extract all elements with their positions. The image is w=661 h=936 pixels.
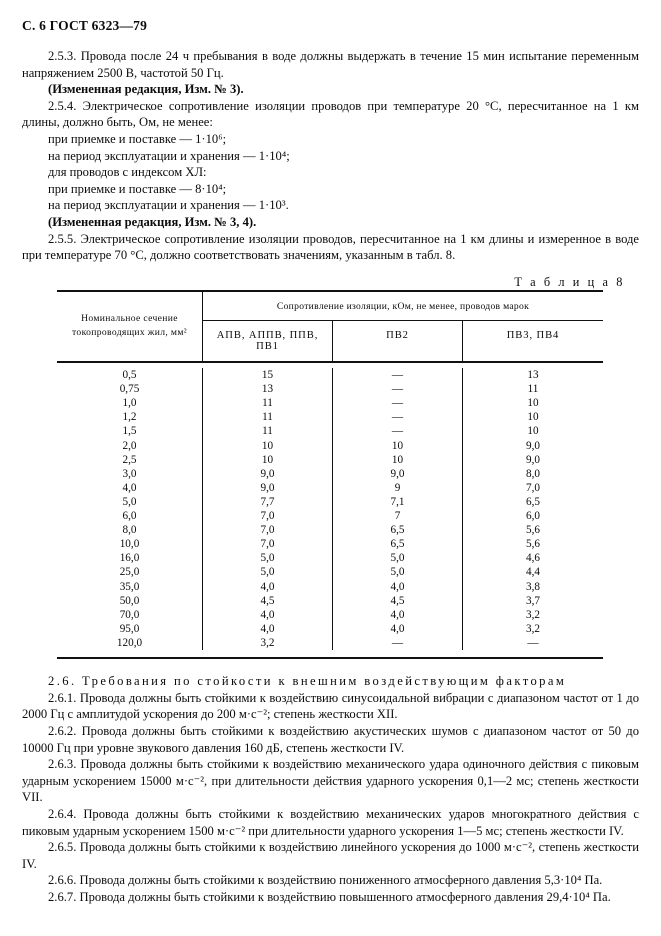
table-cell-pv2: 9,0 — [390, 467, 405, 480]
table-header-col-pv34: ПВ3, ПВ4 — [506, 329, 560, 341]
table-cell-section: 0,75 — [119, 383, 140, 396]
table-cell-pv2: 10 — [391, 453, 404, 466]
table-cell-section: 6,0 — [122, 510, 137, 523]
table-cell-section: 35,0 — [119, 580, 140, 593]
table-column-pv34 — [463, 368, 603, 650]
table-cell-apv: 11 — [262, 397, 273, 410]
note-izmenennaya-redakciya-3: (Измененная редакция, Изм. № 3). — [48, 82, 244, 97]
table-cell-pv2: 4,0 — [390, 608, 405, 621]
table-cell-pv34: 3,2 — [526, 608, 540, 621]
table-cell-pv2: 10 — [391, 439, 404, 452]
table-body — [57, 363, 603, 657]
list-2-5-4 — [22, 131, 639, 214]
paragraph-2-5-4: 2.5.4. Электрическое сопротивление изоляции проводов при температуре 20 °С, пересчитанное на 1 км длины, должно быть, Ом, не менее: — [22, 98, 639, 130]
table-column-apv — [203, 368, 333, 650]
table-cell-pv2: — — [391, 425, 404, 438]
table-header-resistance: Сопротивление изоляции, кОм, не менее, проводов марок — [203, 292, 603, 321]
note-izmenennaya-redakciya-3-4: (Измененная редакция, Изм. № 3, 4). — [48, 214, 257, 229]
paragraph-2-6-6: 2.6.6. Провода должны быть стойкими к воздействию пониженного атмосферного давления 5,3·10⁴ Па. — [48, 873, 603, 888]
table-cell-pv34: 10 — [527, 397, 539, 410]
table-cell-apv: 10 — [261, 453, 274, 466]
list-item: при приемке и поставке — 1·10⁶; — [48, 131, 227, 146]
table-cell-pv34: 9,0 — [526, 453, 540, 466]
table-cell-section: 2,5 — [122, 453, 137, 466]
table-cell-pv2: — — [391, 636, 404, 649]
table-cell-pv34: 6,5 — [526, 495, 540, 508]
table-cell-section: 8,0 — [122, 524, 137, 537]
table-cell-pv34: 5,6 — [526, 538, 540, 551]
paragraph-2-5-5: 2.5.5. Электрическое сопротивление изоляции проводов, пересчитанное на 1 км длины и измеренное в воде при температуре 70 °С, должно соответствовать значениям, указанным в табл. 8. — [22, 231, 639, 263]
table-cell-section: 1,5 — [122, 425, 137, 438]
table-cell-section: 2,0 — [122, 439, 137, 452]
table-cell-pv34: 7,0 — [526, 481, 540, 494]
table-cell-pv2: — — [391, 369, 404, 382]
table-column-pv2 — [333, 368, 463, 650]
table-cell-apv: 15 — [261, 369, 274, 382]
table-cell-pv2: 5,0 — [390, 566, 405, 579]
page-content — [22, 48, 639, 905]
table-header-col-apv: АПВ, АППВ, ППВ, ПВ1 — [203, 321, 333, 361]
table-cell-apv: 4,0 — [260, 580, 275, 593]
table-cell-pv34: 9,0 — [526, 439, 540, 452]
table-cell-pv34: 8,0 — [526, 467, 540, 480]
table-cell-pv2: — — [391, 411, 404, 424]
table-cell-pv34: 6,0 — [526, 510, 540, 523]
table-cell-section: 1,0 — [122, 397, 137, 410]
table-cell-apv: 4,5 — [260, 594, 275, 607]
table-cell-section: 25,0 — [119, 566, 140, 579]
table-cell-apv: 11 — [262, 425, 273, 438]
paragraph-2-6-7: 2.6.7. Провода должны быть стойкими к воздействию повышенного атмосферного давления 29,4·10⁴ Па. — [48, 889, 611, 904]
table-cell-pv34: — — [527, 636, 539, 649]
table-header-section: Номинальное сечение токопроводящих жил, мм² — [57, 292, 203, 361]
paragraph-2-6-2: 2.6.2. Провода должны быть стойкими к воздействию акустических шумов с диапазоном частот от 50 до 10000 Гц при уровне звукового давления 160 дБ, степень жесткости IV. — [22, 723, 639, 755]
list-item: для проводов с индексом ХЛ: — [48, 165, 207, 180]
table-cell-pv2: 9 — [394, 481, 401, 494]
table-cell-pv34: 10 — [527, 411, 539, 424]
table-cell-apv: 7,0 — [260, 538, 275, 551]
table-cell-section: 1,2 — [122, 411, 137, 424]
table-caption: Т а б л и ц а 8 — [514, 274, 625, 289]
table-cell-section: 16,0 — [119, 552, 140, 565]
list-item: при приемке и поставке — 8·10⁴; — [48, 181, 227, 196]
table-cell-pv2: 6,5 — [390, 524, 405, 537]
table-cell-pv2: 7 — [394, 510, 401, 523]
table-cell-pv34: 3,2 — [526, 622, 540, 635]
paragraph-2-6-3: 2.6.3. Провода должны быть стойкими к воздействию механического удара одиночного действия с пиковым ударным ускорением 15000 м·с⁻², при длительности действия ударного ускорения 0,1—2 мс; степень жесткости VII. — [22, 757, 639, 805]
table-cell-section: 4,0 — [122, 481, 137, 494]
table-cell-section: 70,0 — [119, 608, 140, 621]
table-cell-apv: 5,0 — [260, 552, 275, 565]
table-header-col-pv2: ПВ2 — [333, 321, 463, 361]
table-column-section — [57, 368, 203, 650]
table-cell-pv34: 5,6 — [526, 524, 540, 537]
table-cell-apv: 4,0 — [260, 608, 275, 621]
table-cell-apv: 5,0 — [260, 566, 275, 579]
table-cell-apv: 7,0 — [260, 510, 275, 523]
table-cell-pv2: 5,0 — [390, 552, 405, 565]
table-cell-pv34: 13 — [527, 369, 539, 382]
table-cell-apv: 4,0 — [260, 622, 275, 635]
table-cell-pv2: — — [391, 397, 404, 410]
table-bottom-rule — [57, 657, 603, 659]
table-cell-pv34: 4,4 — [526, 566, 540, 579]
table-cell-apv: 9,0 — [260, 467, 275, 480]
table-cell-pv2: 7,1 — [390, 495, 405, 508]
table-cell-pv34: 3,7 — [526, 594, 540, 607]
table-cell-apv: 10 — [261, 439, 274, 452]
page-header: С. 6 ГОСТ 6323—79 — [22, 18, 148, 33]
table-cell-section: 3,0 — [122, 467, 137, 480]
paragraph-2-6-4: 2.6.4. Провода должны быть стойкими к воздействию механических ударов многократного действия с пиковым ударным ускорением 1500 м·с⁻² при длительности ударного ускорения 1—5 мс; степень жесткости IV. — [22, 806, 639, 838]
table-header — [57, 292, 603, 361]
paragraph-2-6-1: 2.6.1. Провода должны быть стойкими к воздействию синусоидальной вибрации с диапазоном частот от 1 до 2000 Гц с амплитудой ускорения до 200 м·с⁻²; степень жесткости XII. — [22, 690, 639, 722]
table-cell-apv: 3,2 — [260, 636, 275, 649]
table-cell-section: 10,0 — [119, 538, 140, 551]
table-cell-pv2: — — [391, 383, 404, 396]
table-cell-section: 95,0 — [119, 622, 140, 635]
table-cell-section: 5,0 — [122, 495, 137, 508]
table-cell-apv: 9,0 — [260, 481, 275, 494]
table-cell-pv34: 4,6 — [526, 552, 540, 565]
table-cell-pv2: 4,5 — [390, 594, 405, 607]
table-cell-pv34: 11 — [527, 383, 539, 396]
table-cell-pv34: 3,8 — [526, 580, 540, 593]
list-item: на период эксплуатации и хранения — 1·10³. — [48, 198, 289, 213]
paragraph-2-5-3: 2.5.3. Провода после 24 ч пребывания в воде должны выдержать в течение 15 мин испытание переменным напряжением 2500 В, частотой 50 Гц. — [22, 49, 639, 80]
heading-2-6: 2.6. Требования по стойкости к внешним воздействующим факторам — [48, 674, 567, 689]
table-cell-apv: 11 — [262, 411, 273, 424]
table-cell-pv2: 4,0 — [390, 622, 405, 635]
table-cell-apv: 7,7 — [260, 495, 275, 508]
section-2-6 — [22, 673, 639, 905]
table-cell-apv: 7,0 — [260, 524, 275, 537]
paragraph-2-6-5: 2.6.5. Провода должны быть стойкими к воздействию линейного ускорения до 1000 м·с⁻², степень жесткости IV. — [22, 840, 639, 871]
table-cell-apv: 13 — [261, 383, 274, 396]
table-cell-pv34: 10 — [527, 425, 539, 438]
table-cell-pv2: 6,5 — [390, 538, 405, 551]
table-cell-section: 0,5 — [122, 369, 137, 382]
table-cell-section: 50,0 — [119, 594, 140, 607]
table-cell-pv2: 4,0 — [390, 580, 405, 593]
list-item: на период эксплуатации и хранения — 1·10⁴; — [48, 148, 290, 163]
table-cell-section: 120,0 — [116, 636, 143, 649]
